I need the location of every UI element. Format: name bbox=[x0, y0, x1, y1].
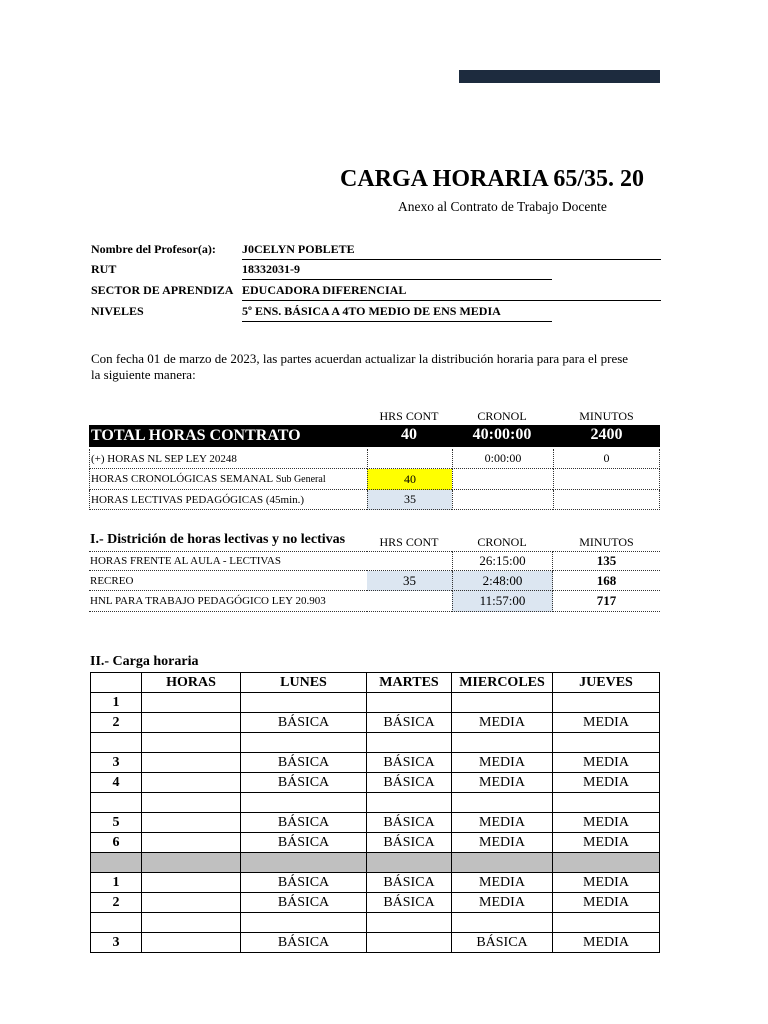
cell bbox=[142, 753, 241, 773]
cell bbox=[142, 693, 241, 713]
table-row bbox=[91, 773, 660, 793]
table-row bbox=[91, 693, 660, 713]
row-hrs: 40 bbox=[367, 469, 452, 490]
break-cell bbox=[367, 853, 452, 873]
cell bbox=[142, 933, 241, 953]
spacer-cell bbox=[241, 793, 367, 813]
cell: MEDIA bbox=[553, 753, 660, 773]
column-header bbox=[91, 673, 142, 693]
rut-value: 18332031-9 bbox=[242, 262, 552, 280]
cell bbox=[142, 873, 241, 893]
row-label-sub: Sub General bbox=[275, 473, 326, 485]
row-label: HORAS FRENTE AL AULA - LECTIVAS bbox=[89, 551, 367, 571]
period-number: 1 bbox=[91, 693, 142, 713]
period-number: 6 bbox=[91, 833, 142, 853]
header-minutos: MINUTOS bbox=[579, 535, 634, 549]
cell bbox=[241, 693, 367, 713]
total-minutes: 2400 bbox=[590, 426, 623, 443]
column-header-lunes: LUNES bbox=[241, 673, 367, 693]
header-minutos: MINUTOS bbox=[579, 409, 634, 423]
cell bbox=[553, 693, 660, 713]
page-title: CARGA HORARIA 65/35. 20 bbox=[340, 166, 645, 192]
column-header-jueves: JUEVES bbox=[553, 673, 660, 693]
period-number: 2 bbox=[91, 713, 142, 733]
spacer-cell bbox=[241, 733, 367, 753]
table-row bbox=[91, 733, 660, 753]
break-cell bbox=[452, 853, 553, 873]
intro-line-2: la siguiente manera: bbox=[91, 367, 196, 382]
table-row bbox=[91, 713, 660, 733]
cell: BÁSICA bbox=[367, 773, 452, 793]
cell: BÁSICA bbox=[367, 753, 452, 773]
cell: MEDIA bbox=[452, 813, 553, 833]
cell bbox=[452, 693, 553, 713]
cell: MEDIA bbox=[452, 753, 553, 773]
cell: MEDIA bbox=[452, 893, 553, 913]
cell: BÁSICA bbox=[241, 833, 367, 853]
page-subtitle: Anexo al Contrato de Trabajo Docente bbox=[398, 199, 607, 214]
total-row bbox=[89, 425, 660, 447]
period-number: 5 bbox=[91, 813, 142, 833]
spacer-cell bbox=[142, 913, 241, 933]
row-cronol bbox=[452, 469, 553, 490]
cell: MEDIA bbox=[553, 873, 660, 893]
total-hrs: 40 bbox=[401, 426, 417, 443]
cell: BÁSICA bbox=[241, 893, 367, 913]
row-label: RECREO bbox=[89, 571, 367, 591]
table-row bbox=[91, 833, 660, 853]
header-hrs-cont: HRS CONT bbox=[379, 409, 439, 423]
period-number: 2 bbox=[91, 893, 142, 913]
spacer-cell bbox=[367, 913, 452, 933]
table-row-break bbox=[91, 853, 660, 873]
niveles-label: NIVELES bbox=[91, 304, 144, 318]
row-minutes bbox=[553, 469, 660, 490]
cell: BÁSICA bbox=[367, 833, 452, 853]
cell: MEDIA bbox=[452, 713, 553, 733]
table-row bbox=[91, 933, 660, 953]
row-minutes: 0 bbox=[553, 449, 660, 469]
row-hrs bbox=[367, 449, 452, 469]
break-cell bbox=[91, 853, 142, 873]
row-hrs bbox=[367, 591, 452, 612]
table-row bbox=[91, 793, 660, 813]
row-minutes bbox=[553, 490, 660, 510]
row-hrs: 35 bbox=[367, 490, 452, 510]
sector-value: EDUCADORA DIFERENCIAL bbox=[242, 283, 661, 301]
spacer-cell bbox=[553, 913, 660, 933]
spacer-cell bbox=[142, 733, 241, 753]
spacer-cell bbox=[553, 733, 660, 753]
spacer-cell bbox=[367, 793, 452, 813]
cell: BÁSICA bbox=[367, 813, 452, 833]
cell: MEDIA bbox=[452, 833, 553, 853]
table-row bbox=[91, 873, 660, 893]
section-1-title: I.- Districión de horas lectivas y no lectivas bbox=[90, 532, 346, 547]
schedule-table bbox=[90, 672, 660, 953]
cell: BÁSICA bbox=[241, 713, 367, 733]
period-number: 3 bbox=[91, 933, 142, 953]
teacher-name-label: Nombre del Profesor(a): bbox=[91, 242, 216, 256]
row-label: HORAS LECTIVAS PEDAGÓGICAS (45min.) bbox=[89, 490, 367, 510]
spacer-cell bbox=[553, 793, 660, 813]
column-header-martes: MARTES bbox=[367, 673, 452, 693]
header-bar bbox=[459, 70, 660, 83]
header-hrs-cont: HRS CONT bbox=[379, 535, 439, 549]
table-row bbox=[91, 753, 660, 773]
period-number: 1 bbox=[91, 873, 142, 893]
cell: BÁSICA bbox=[241, 753, 367, 773]
cell: BÁSICA bbox=[367, 893, 452, 913]
header-cronol: CRONOL bbox=[477, 535, 527, 549]
cell: BÁSICA bbox=[241, 813, 367, 833]
table-row bbox=[91, 893, 660, 913]
period-number: 3 bbox=[91, 753, 142, 773]
row-minutes: 717 bbox=[553, 591, 660, 612]
cell bbox=[142, 893, 241, 913]
cell: BÁSICA bbox=[241, 773, 367, 793]
cell bbox=[142, 773, 241, 793]
spacer-cell bbox=[91, 733, 142, 753]
rut-label: RUT bbox=[91, 262, 117, 276]
header-cronol: CRONOL bbox=[477, 409, 527, 423]
spacer-cell bbox=[91, 913, 142, 933]
column-header-horas: HORAS bbox=[142, 673, 241, 693]
cell: BÁSICA bbox=[367, 713, 452, 733]
spacer-cell bbox=[452, 793, 553, 813]
row-cronol: 11:57:00 bbox=[452, 591, 553, 612]
break-cell bbox=[553, 853, 660, 873]
cell: MEDIA bbox=[553, 833, 660, 853]
spacer-cell bbox=[142, 793, 241, 813]
cell bbox=[367, 693, 452, 713]
spacer-cell bbox=[452, 913, 553, 933]
spacer-cell bbox=[367, 733, 452, 753]
cell bbox=[142, 833, 241, 853]
cell: MEDIA bbox=[553, 933, 660, 953]
cell: BÁSICA bbox=[241, 933, 367, 953]
row-hrs: 35 bbox=[367, 571, 452, 591]
cell: BÁSICA bbox=[241, 873, 367, 893]
cell bbox=[367, 933, 452, 953]
section-2-title: II.- Carga horaria bbox=[90, 654, 199, 669]
row-cronol: 2:48:00 bbox=[452, 571, 553, 591]
total-label: TOTAL HORAS CONTRATO bbox=[91, 427, 301, 444]
row-cronol: 0:00:00 bbox=[452, 449, 553, 469]
table-row bbox=[91, 913, 660, 933]
row-hrs bbox=[367, 551, 452, 571]
sector-label: SECTOR DE APRENDIZA bbox=[91, 283, 234, 297]
row-minutes: 168 bbox=[553, 571, 660, 591]
break-cell bbox=[142, 853, 241, 873]
column-header-miercoles: MIERCOLES bbox=[452, 673, 553, 693]
intro-paragraph bbox=[91, 351, 661, 383]
period-number: 4 bbox=[91, 773, 142, 793]
row-label-main: HORAS CRONOLÓGICAS SEMANAL bbox=[91, 473, 274, 485]
cell: MEDIA bbox=[553, 773, 660, 793]
cell: BÁSICA bbox=[452, 933, 553, 953]
row-label: (+) HORAS NL SEP LEY 20248 bbox=[89, 449, 367, 469]
spacer-cell bbox=[452, 733, 553, 753]
cell: BÁSICA bbox=[367, 873, 452, 893]
spacer-cell bbox=[91, 793, 142, 813]
cell: MEDIA bbox=[553, 813, 660, 833]
cell bbox=[142, 813, 241, 833]
row-label bbox=[89, 469, 367, 490]
table-row bbox=[91, 813, 660, 833]
cell: MEDIA bbox=[452, 873, 553, 893]
spacer-cell bbox=[241, 913, 367, 933]
cell: MEDIA bbox=[452, 773, 553, 793]
row-cronol: 26:15:00 bbox=[452, 551, 553, 571]
cell bbox=[142, 713, 241, 733]
break-cell bbox=[241, 853, 367, 873]
row-cronol bbox=[452, 490, 553, 510]
cell: MEDIA bbox=[553, 713, 660, 733]
row-minutes: 135 bbox=[553, 551, 660, 571]
teacher-name-value: J0CELYN POBLETE bbox=[242, 242, 661, 260]
row-label: HNL PARA TRABAJO PEDAGÓGICO LEY 20.903 bbox=[89, 591, 367, 612]
niveles-value: 5º ENS. BÁSICA A 4TO MEDIO DE ENS MEDIA bbox=[242, 304, 552, 322]
intro-line-1: Con fecha 01 de marzo de 2023, las partes acuerdan actualizar la distribución horaria para para el prese bbox=[91, 351, 629, 366]
cell: MEDIA bbox=[553, 893, 660, 913]
total-cronol: 40:00:00 bbox=[472, 426, 532, 443]
